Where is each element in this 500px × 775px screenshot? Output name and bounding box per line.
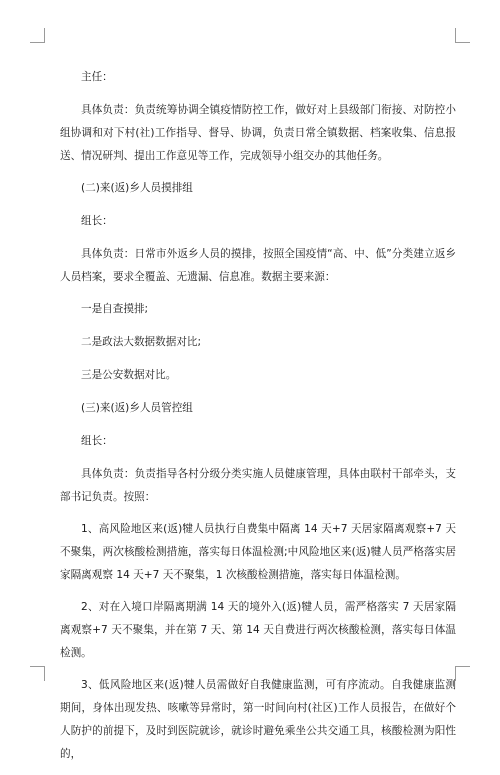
screening-duties-paragraph: 具体负责：日常市外返乡人员的摸排，按照全国疫情“高、中、低”分类建立返乡人员档案，要求全覆盖、无遗漏、信息准。数据主要来源： — [60, 248, 456, 283]
rule-paragraph-2: 2、对在入境口岸隔离期满 14 天的境外入(返)犍人员，需严格落实 7 天居家隔离观察+7 天不聚集，并在第 7 天、第 14 天自费进行两次核酸检测，落实每日体温检测。 — [60, 601, 456, 659]
section-heading-control-group: (三)来(返)乡人员管控组 — [81, 402, 193, 414]
director-duties-paragraph: 具体负责：负责统筹协调全镇疫情防控工作，做好对上县级部门衔接、对防控小组协调和对下村(社)工作指导、督导、协调，负责日常全镇数据、档案收集、信息报送、情况研判、提出工作意见等工作，完成领导小组交办的其他任务。 — [60, 104, 456, 162]
crop-mark-top-left — [30, 28, 45, 43]
rule-paragraph-1: 1、高风险地区来(返)犍人员执行自费集中隔离 14 天+7 天居家隔离观察+7 天不聚集，两次核酸检测措施，落实每日体温检测;中风险地区来(返)犍人员严格落实居家隔离观察 14 天+7 天不聚集，1 次核酸检测措施，落实每日体温检测。 — [60, 523, 456, 581]
crop-mark-bottom-left — [30, 666, 45, 681]
control-duties-paragraph: 具体负责：负责指导各村分级分类实施人员健康管理，具体由联村干部牵头，支部书记负责。按照： — [60, 468, 456, 503]
section-heading-screening-group: (二)来(返)乡人员摸排组 — [81, 182, 193, 194]
data-source-item-3: 三是公安数据对比。 — [81, 369, 177, 381]
document-body — [60, 66, 456, 775]
data-source-item-1: 一是自查摸排; — [81, 303, 149, 315]
crop-mark-top-right — [455, 28, 470, 43]
data-source-item-2: 二是政法大数据数据对比; — [81, 336, 202, 348]
role-director-heading: 主任： — [81, 71, 113, 83]
role-group-leader: 组长： — [81, 215, 113, 227]
rule-paragraph-3: 3、低风险地区来(返)犍人员需做好自我健康监测，可有序流动。自我健康监测期间，身体出现发热、咳嗽等异常时，第一时间向村(社区)工作人员报告，在做好个人防护的前提下，及时到医院就诊，就诊时避免乘坐公共交通工具，核酸检测为阳性的， — [60, 679, 456, 760]
crop-mark-bottom-right — [455, 666, 470, 681]
role-group-leader: 组长： — [81, 435, 113, 447]
